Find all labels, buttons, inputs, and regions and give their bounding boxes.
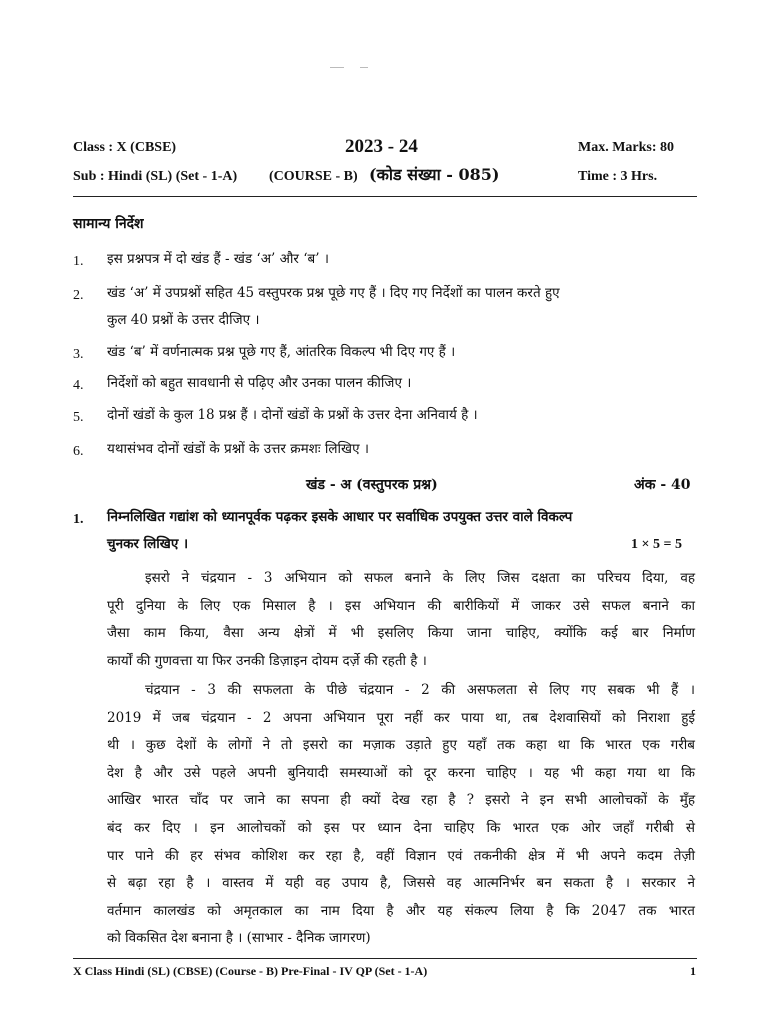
instruction-text: खंड ‘अ’ में उपप्रश्नों सहित 45 वस्तुपरक प्रश्न पूछे गए हैं । दिए गए निर्देशों का पालन करते हुए	[107, 285, 560, 301]
exam-year: 2023 - 24	[345, 136, 418, 157]
passage-line: जैसा काम किया, वैसा अन्य क्षेत्रों में भी इसलिए किया जाना चाहिए, क्योंकि कई बार निर्माण	[107, 625, 695, 642]
passage-line: बंद कर दिए । इन आलोचकों को इस पर ध्यान देना चाहिए कि भारत एक ओर जहाँ गरीबी से	[107, 819, 695, 836]
passage-line: थी । कुछ देशों के लोगों ने तो इसरो का मज़ाक उड़ाते हुए यहाँ तक कहा था कि भारत एक गरीब	[107, 737, 695, 754]
instruction-number: 4.	[73, 378, 84, 393]
instruction-text: यथासंभव दोनों खंडों के प्रश्नों के उत्तर क्रमशः लिखिए ।	[107, 441, 369, 457]
section-heading: खंड - अ (वस्तुपरक प्रश्न)	[306, 477, 438, 493]
course-label: (COURSE - B)	[269, 169, 358, 184]
instruction-text: दोनों खंडों के कुल 18 प्रश्न हैं । दोनों खंडों के प्रश्नों के उत्तर देना अनिवार्य है ।	[107, 407, 478, 423]
question-text: निम्नलिखित गद्यांश को ध्यानपूर्वक पढ़कर इसके आधार पर सर्वाधिक उपयुक्त उत्तर वाले विकल्प	[107, 509, 573, 525]
scan-mark	[360, 67, 368, 68]
instruction-number: 5.	[73, 410, 84, 425]
page-number: 1	[690, 964, 696, 978]
passage-line: देश है और उसे पहले अपनी बुनियादी समस्याओं को दूर करना चाहिए । यह भी कहा गया था कि	[107, 764, 695, 781]
footer-rule	[73, 958, 697, 959]
max-marks: Max. Marks: 80	[578, 140, 675, 155]
passage-line: इसरो ने चंद्रयान - 3 अभियान को सफल बनाने के लिए जिस दक्षता का परिचय दिया, वह	[145, 570, 695, 586]
passage-line: वर्तमान कालखंड को अमृतकाल का नाम दिया है और यह संकल्प लिया है कि 2047 तक भारत	[107, 902, 695, 919]
instruction-number: 1.	[73, 254, 84, 269]
question-marks: 1 × 5 = 5	[631, 537, 682, 552]
instruction-text: निर्देशों को बहुत सावधानी से पढ़िए और उनका पालन कीजिए ।	[107, 375, 412, 391]
instruction-text: इस प्रश्नपत्र में दो खंड हैं - खंड ‘अ’ और ‘ब’ ।	[107, 251, 329, 267]
passage-paragraph-1	[107, 565, 695, 675]
instruction-text: खंड ‘ब’ में वर्णनात्मक प्रश्न पूछे गए हैं, आंतरिक विकल्प भी दिए गए हैं ।	[107, 344, 456, 360]
passage-line: पूरी दुनिया के लिए एक मिसाल है । इस अभियान की बारीकियों में जाकर उसे सफल बनाने का	[107, 597, 695, 614]
section-marks: अंक - 40	[634, 477, 691, 493]
time-label: Time : 3 Hrs.	[578, 169, 658, 184]
subject-code: (कोड संख्या - 085)	[369, 165, 500, 184]
instruction-number: 6.	[73, 444, 84, 459]
passage-line: को विकसित देश बनाना है । (साभार - दैनिक जागरण)	[107, 930, 371, 947]
passage-line: चंद्रयान - 3 की सफलता के पीछे चंद्रयान - 2 की असफलता से लिए गए सबक भी हैं ।	[145, 682, 695, 698]
footer-text: X Class Hindi (SL) (CBSE) (Course - B) Pre-Final - IV QP (Set - 1-A)	[73, 964, 428, 978]
passage-paragraph-2	[107, 677, 695, 953]
passage-line: से बढ़ा रहा है । वास्तव में यही वह उपाय है, जिससे वह आत्मनिर्भर बन सकता है । सरकार ने	[107, 875, 695, 892]
passage-line: 2019 में जब चंद्रयान - 2 अपना अभियान पूरा नहीं कर पाया था, तब देशवासियों को निराशा हुई	[107, 709, 695, 726]
question-text: चुनकर लिखिए ।	[107, 536, 189, 552]
passage-line: कार्यों की गुणवत्ता या फिर उनकी डिज़ाइन दोयम दर्ज़े की रहती है ।	[107, 652, 427, 669]
instructions-title: सामान्य निर्देश	[73, 216, 144, 232]
instruction-number: 3.	[73, 347, 84, 362]
question-number: 1.	[73, 512, 84, 527]
passage-line: पार पाने की हर संभव कोशिश कर रहा है, वहीं विज्ञान एवं तकनीकी क्षेत्र में भी अपने कदम तेज़ी	[107, 847, 695, 864]
subject-label: Sub : Hindi (SL) (Set - 1-A)	[73, 169, 238, 184]
header-rule	[73, 196, 697, 197]
instruction-number: 2.	[73, 288, 84, 303]
class-label: Class : X (CBSE)	[73, 140, 177, 155]
passage-line: आखिर भारत चाँद पर जाने का सपना ही क्यों देख रहा है ? इसरो ने इन सभी आलोचकों के मुँह	[107, 792, 695, 809]
scan-mark	[330, 67, 344, 68]
instruction-text: कुल 40 प्रश्नों के उत्तर दीजिए ।	[107, 312, 260, 328]
